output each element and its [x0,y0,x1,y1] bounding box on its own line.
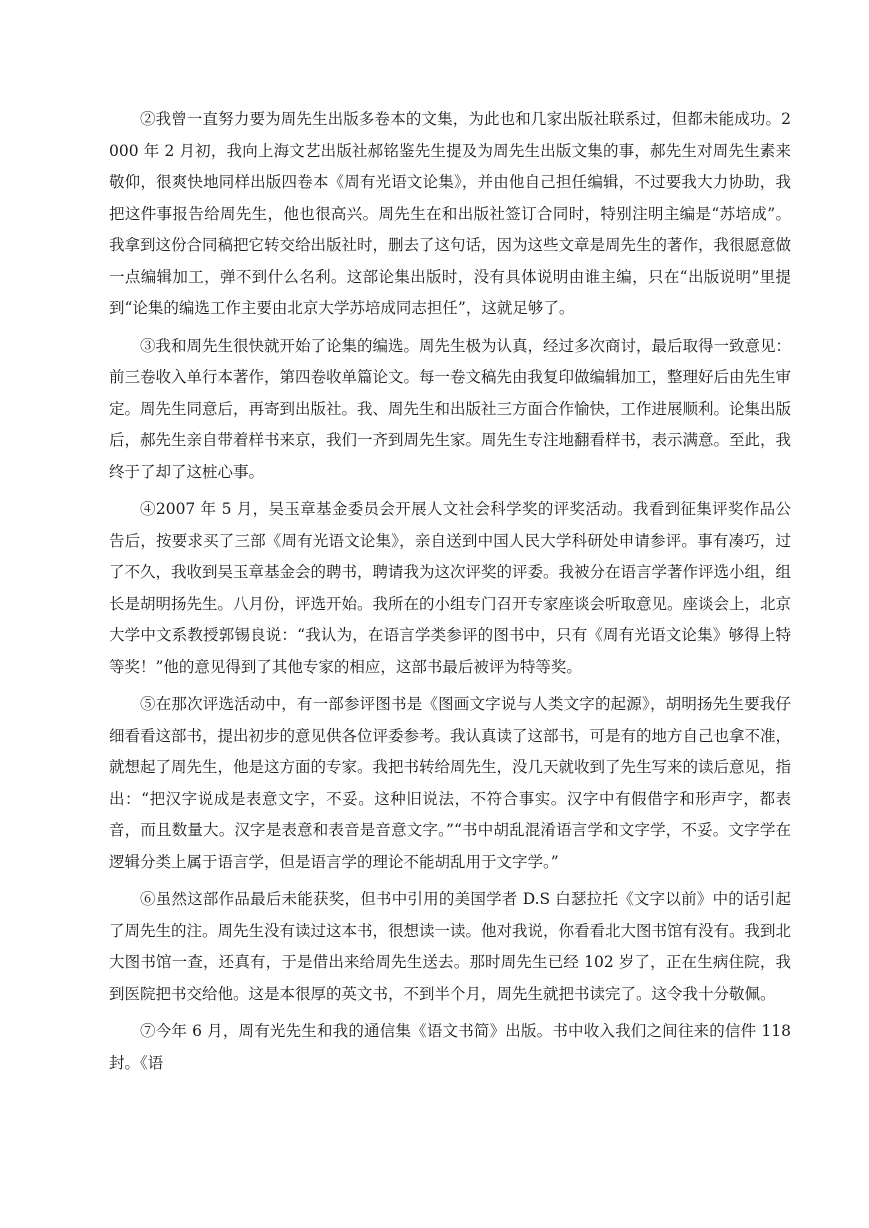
paragraph-5: ⑤在那次评选活动中，有一部参评图书是《图画文字说与人类文字的起源》，胡明扬先生要我仔细看看这部书，提出初步的意见供各位评委参考。我认真读了这部书，可是有的地方自己也拿不准，就想起了周先生，他是这方面的专家。我把书转给周先生，没几天就收到了先生写来的读后意见，指出：“把汉字说成是表意文字，不妥。这种旧说法，不符合事实。汉字中有假借字和形声字，都表音，而且数量大。汉字是表意和表音是音意文字。”“书中胡乱混淆语言学和文字学，不妥。文字学在逻辑分类上属于语言学，但是语言学的理论不能胡乱用于文字学。” [109,695,792,871]
paragraph-7: ⑦今年 6 月，周有光先生和我的通信集《语文书简》出版。书中收入我们之间往来的信件 118 封。《语 [109,1022,791,1072]
paragraph-3: ③我和周先生很快就开始了论集的编选。周先生极为认真，经过多次商讨，最后取得一致意见：前三卷收入单行本著作，第四卷收单篇论文。每一卷文稿先由我复印做编辑加工，整理好后由先生审定。周先生同意后，再寄到出版社。我、周先生和出版社三方面合作愉快，工作进展顺利。论集出版后，郝先生亲自带着样书来京，我们一齐到周先生家。周先生专注地翻看样书，表示满意。至此，我终于了却了这桩心事。 [109,336,792,481]
paragraph-6: ⑥虽然这部作品最后未能获奖，但书中引用的美国学者 D.S 白瑟拉托《文字以前》中的话引起了周先生的注。周先生没有读过这本书，很想读一读。他对我说，你看看北大图书馆有没有。我到北大图书馆一查，还真有，于是借出来给周先生送去。那时周先生已经 102 岁了，正在生病住院，我到医院把书交给他。这是本很厚的英文书，不到半个月，周先生就把书读完了。这令我十分敬佩。 [109,890,792,1003]
document-body [109,104,791,1085]
paragraph-4: ④2007 年 5 月，吴玉章基金委员会开展人文社会科学奖的评奖活动。我看到征集评奖作品公告后，按要求买了三部《周有光语文论集》，亲自送到中国人民大学科研处申请参评。事有凑巧，过了不久，我收到吴玉章基金会的聘书，聘请我为这次评奖的评委。我被分在语言学著作评选小组，组长是胡明扬先生。八月份，评选开始。我所在的小组专门召开专家座谈会听取意见。座谈会上，北京大学中文系教授郭锡良说：“我认为，在语言学类参评的图书中，只有《周有光语文论集》够得上特等奖！”他的意见得到了其他专家的相应，这部书最后被评为特等奖。 [109,500,792,676]
paragraph-2: ②我曾一直努力要为周先生出版多卷本的文集，为此也和几家出版社联系过，但都未能成功。2000 年 2 月初，我向上海文艺出版社郝铭鉴先生提及为周先生出版文集的事，郝先生对周先生素来敬仰，很爽快地同样出版四卷本《周有光语文论集》，并由他自己担任编辑，不过要我大力协助，我把这件事报告给周先生，他也很高兴。周先生在和出版社签订合同时，特别注明主编是“苏培成”。我拿到这份合同稿把它转交给出版社时，删去了这句话，因为这些文章是周先生的著作，我很愿意做一点编辑加工，弹不到什么名利。这部论集出版时，没有具体说明由谁主编，只在“出版说明”里提到“论集的编选工作主要由北京大学苏培成同志担任”，这就足够了。 [109,110,792,317]
